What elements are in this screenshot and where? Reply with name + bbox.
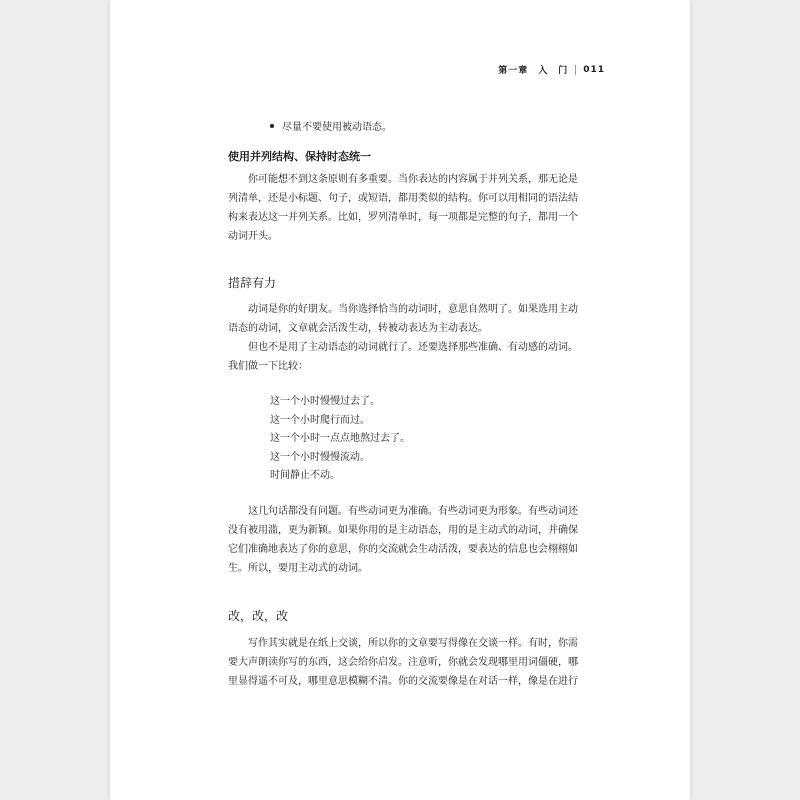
bullet-text: 尽量不要使用被动语态。: [282, 122, 392, 133]
bullet-dot-icon: [270, 124, 274, 128]
book-page: [110, 0, 690, 800]
section-heading-1: 措辞有力: [228, 276, 277, 290]
paragraph-line: 列清单，还是小标题、句子，或短语，都用类似的结构。你可以用相同的语法结: [228, 193, 578, 204]
paragraph-line: 我们做一下比较：: [228, 361, 308, 372]
running-header: [498, 63, 605, 76]
paragraph-line: 动词是你的好朋友。当你选择恰当的动词时，意思自然明了。如果选用主动: [228, 304, 578, 315]
paragraph-line: 动词开头。: [228, 231, 278, 242]
paragraph-line: 没有被用滥，更为新颖。如果你用的是主动语态，用的是主动式的动词，并确保: [228, 525, 578, 536]
example-line: 时间静止不动。: [270, 470, 340, 481]
section-heading-2: 改，改，改: [228, 609, 289, 623]
subheading: 使用并列结构、保持时态统一: [228, 150, 371, 163]
paragraph-1: [228, 170, 604, 246]
header-divider: [575, 65, 576, 75]
paragraph-line: 这几句话都没有问题。有些动词更为准确。有些动词更为形象。有些动词还: [228, 506, 578, 517]
paragraph-line: 它们准确地表达了你的意思，你的交流就会生动活泼，要表达的信息也会栩栩如: [228, 544, 578, 555]
paragraph-line: 生。所以，要用主动式的动词。: [228, 563, 368, 574]
paragraph-line: 你可能想不到这条原则有多重要。当你表达的内容属于并列关系，那无论是: [228, 174, 578, 185]
page-number: 011: [583, 64, 605, 75]
example-line: 这一个小时慢慢过去了。: [270, 396, 380, 407]
paragraph-2: [228, 300, 604, 376]
bullet-item: [270, 118, 392, 133]
paragraph-3: [228, 502, 604, 578]
example-line: 这一个小时爬行而过。: [270, 414, 370, 426]
paragraph-line: 里显得遥不可及，哪里意思模糊不清。你的交流要像是在对话一样，像是在进行: [228, 676, 578, 687]
example-line: 这一个小时一点点地熬过去了。: [270, 433, 410, 444]
example-list: [270, 393, 410, 486]
paragraph-4: [228, 634, 604, 691]
paragraph-line: 构来表达这一并列关系。比如，罗列清单时，每一项都是完整的句子，都用一个: [228, 212, 578, 223]
paragraph-line: 但也不是用了主动语态的动词就行了。还要选择那些准确、有动感的动词。: [228, 342, 578, 353]
paragraph-line: 写作其实就是在纸上交谈，所以你的文章要写得像在交谈一样。有时，你需: [228, 638, 578, 649]
example-line: 这一个小时慢慢流动。: [270, 451, 370, 463]
paragraph-line: 语态的动词，文章就会活泼生动，转被动表达为主动表达。: [228, 323, 488, 334]
chapter-title: 第一章 入 门: [498, 66, 569, 76]
paragraph-line: 要大声朗读你写的东西，这会给你启发。注意听，你就会发现哪里用词僵硬，哪: [228, 657, 578, 668]
